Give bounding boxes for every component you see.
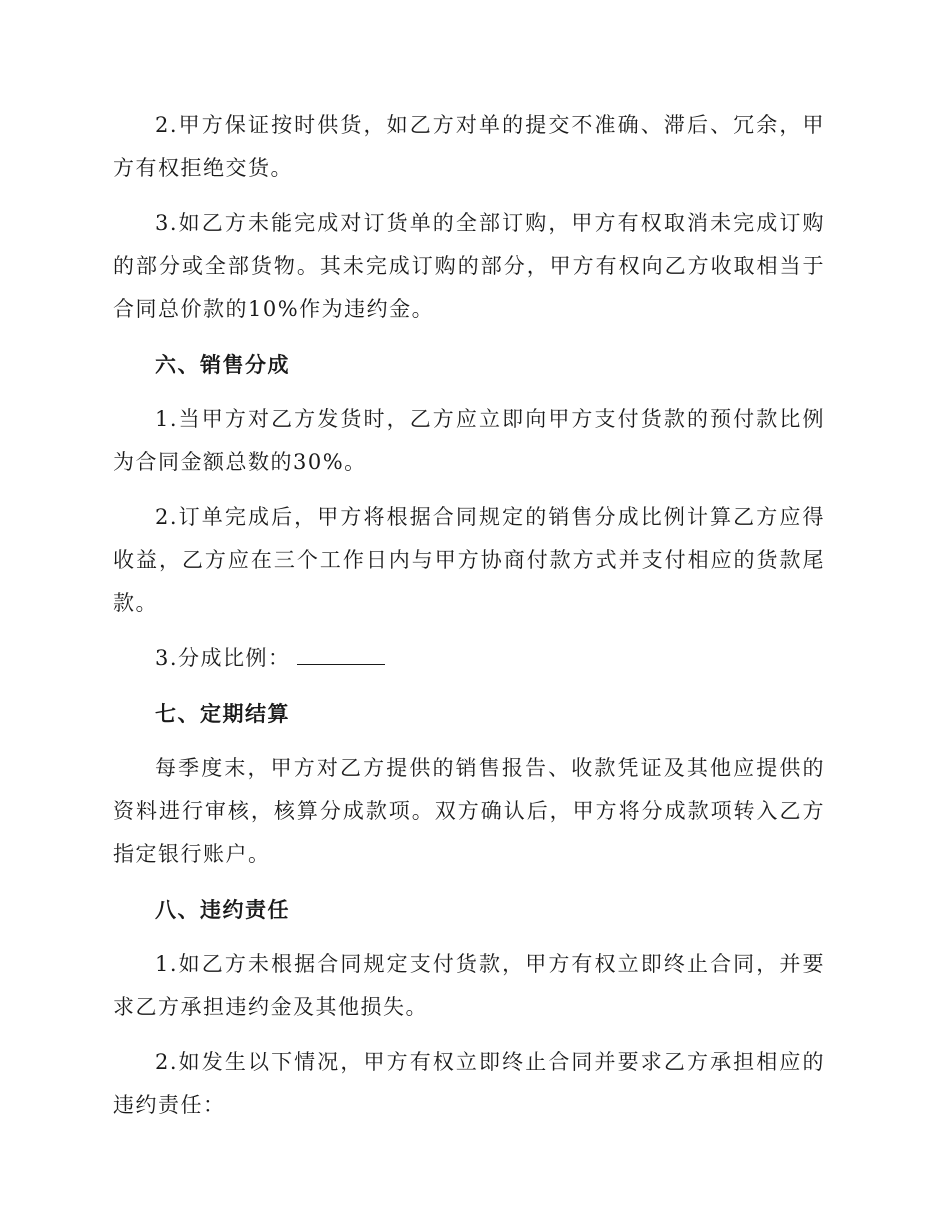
section-heading-sales-share: 六、销售分成 bbox=[155, 352, 290, 377]
document-page bbox=[113, 104, 825, 1127]
section-heading-breach-liability: 八、违约责任 bbox=[155, 897, 290, 922]
share-ratio-blank-line[interactable] bbox=[297, 642, 385, 665]
paragraph-payment-default: 1.如乙方未根据合同规定支付货款，甲方有权立即终止合同，并要求乙方承担违约金及其他损失。 bbox=[113, 952, 825, 1019]
paragraph-termination-conditions: 2.如发生以下情况，甲方有权立即终止合同并要求乙方承担相应的违约责任： bbox=[113, 1050, 825, 1117]
paragraph-quarterly-review: 每季度末，甲方对乙方提供的销售报告、收款凭证及其他应提供的资料进行审核，核算分成款项。双方确认后，甲方将分成款项转入乙方指定银行账户。 bbox=[113, 756, 825, 866]
paragraph-supply-guarantee: 2.甲方保证按时供货，如乙方对单的提交不准确、滞后、冗余，甲方有权拒绝交货。 bbox=[113, 113, 825, 180]
share-ratio-label: 3.分成比例： bbox=[155, 646, 291, 670]
paragraph-prepayment: 1.当甲方对乙方发货时，乙方应立即向甲方支付货款的预付款比例为合同金额总数的30%。 bbox=[113, 407, 825, 474]
section-heading-periodic-settlement: 七、定期结算 bbox=[155, 701, 290, 726]
paragraph-revenue-settlement: 2.订单完成后，甲方将根据合同规定的销售分成比例计算乙方应得收益，乙方应在三个工作日内与甲方协商付款方式并支付相应的货款尾款。 bbox=[113, 505, 825, 615]
paragraph-order-cancellation: 3.如乙方未能完成对订货单的全部订购，甲方有权取消未完成订购的部分或全部货物。其未完成订购的部分，甲方有权向乙方收取相当于合同总价款的10%作为违约金。 bbox=[113, 211, 825, 321]
paragraph-share-ratio bbox=[113, 637, 825, 680]
